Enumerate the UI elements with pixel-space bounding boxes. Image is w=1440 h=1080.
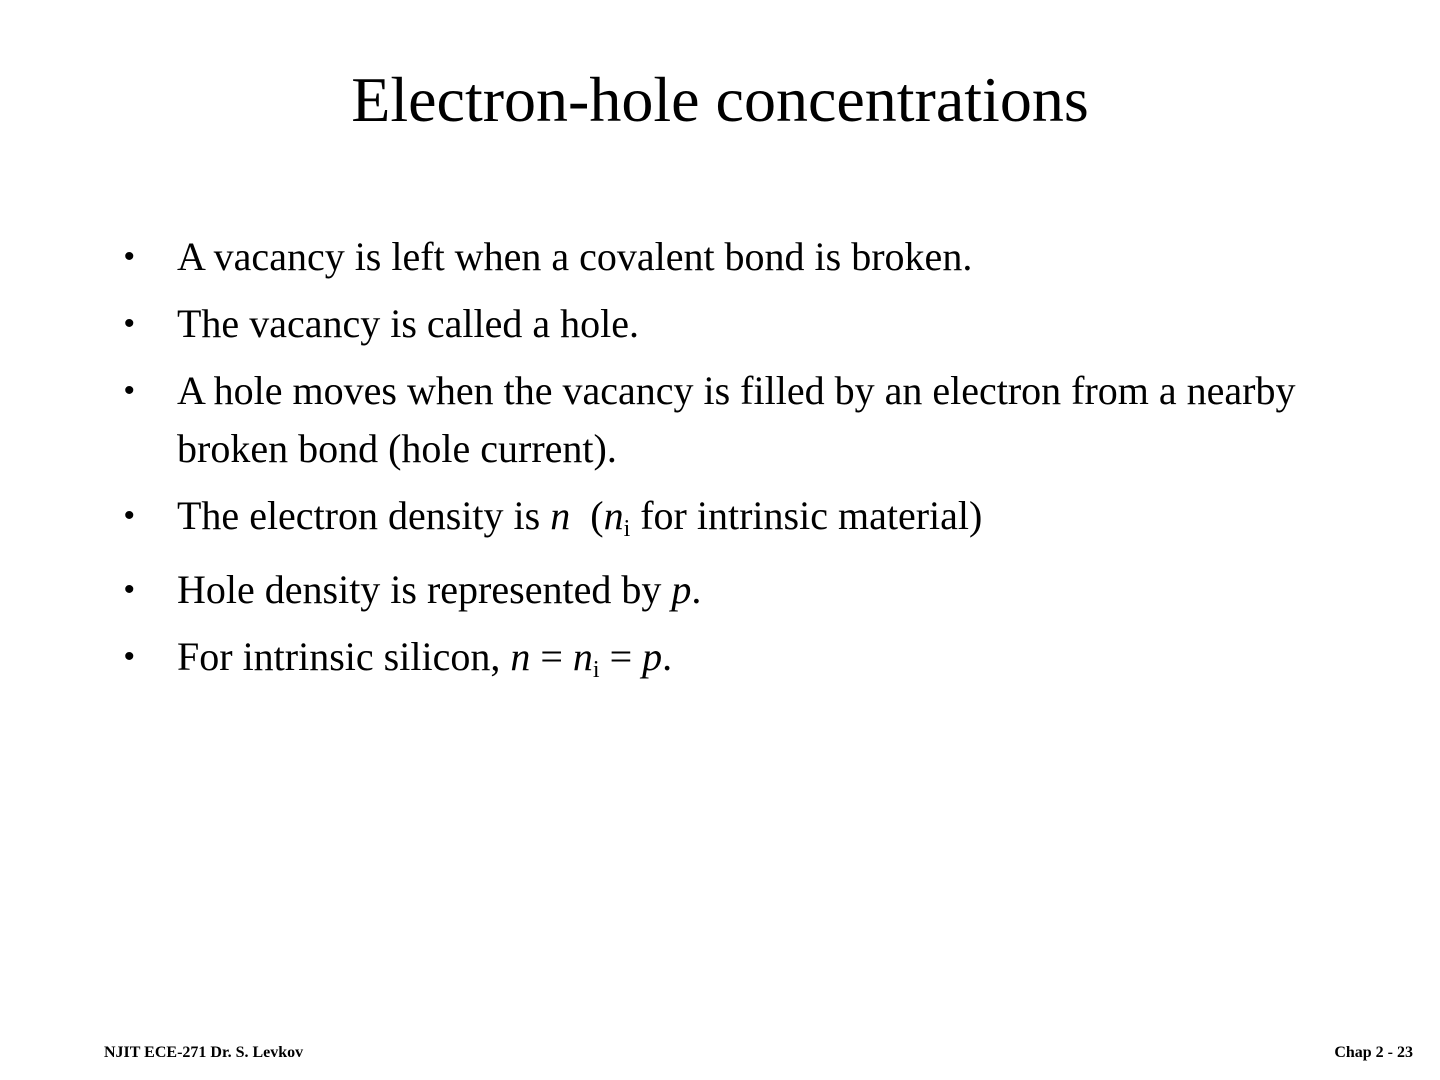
text-segment: Hole density is represented by (177, 567, 672, 612)
bullet-icon: • (124, 573, 135, 606)
variable-n: n (550, 493, 571, 538)
variable-n: n (603, 493, 624, 538)
bullet-item-electron-density (120, 487, 1380, 545)
bullet-text (177, 634, 673, 683)
bullet-icon: • (124, 374, 135, 407)
slide-title: Electron-hole concentrations (351, 64, 1089, 135)
bullet-text: A vacancy is left when a covalent bond is broken. (177, 234, 973, 279)
text-segment: For intrinsic silicon, (177, 634, 511, 679)
bullet-item-vacancy (120, 228, 1380, 286)
footer-course-label: NJIT ECE-271 Dr. S. Levkov (104, 1044, 304, 1061)
text-segment: . (662, 634, 673, 679)
variable-p: p (642, 634, 663, 679)
text-segment: ( (570, 493, 604, 538)
text-segment: for intrinsic material) (630, 493, 983, 538)
variable-p: p (671, 567, 692, 612)
bullet-item-hole-density (120, 561, 1380, 619)
bullet-icon: • (124, 640, 135, 673)
subscript-i: i (623, 516, 631, 542)
text-segment: = (530, 634, 573, 679)
footer-page-number: Chap 2 - 23 (1334, 1044, 1413, 1061)
bullet-text: A hole moves when the vacancy is filled by an electron from a nearby broken bond (hole current). (177, 368, 1296, 471)
bullet-icon: • (124, 240, 135, 273)
bullet-item-intrinsic-silicon (120, 628, 1380, 686)
bullet-icon: • (124, 499, 135, 532)
bullet-icon: • (124, 307, 135, 340)
bullet-list (120, 228, 1380, 695)
bullet-text (177, 567, 701, 612)
bullet-text (177, 493, 983, 542)
variable-n: n (572, 634, 593, 679)
bullet-item-hole (120, 295, 1380, 353)
text-segment: The electron density is (177, 493, 551, 538)
bullet-text: The vacancy is called a hole. (177, 301, 639, 346)
bullet-item-hole-moves (120, 362, 1380, 478)
text-segment: = (599, 634, 643, 679)
subscript-i: i (592, 657, 600, 683)
text-segment: . (691, 567, 702, 612)
variable-n: n (510, 634, 531, 679)
